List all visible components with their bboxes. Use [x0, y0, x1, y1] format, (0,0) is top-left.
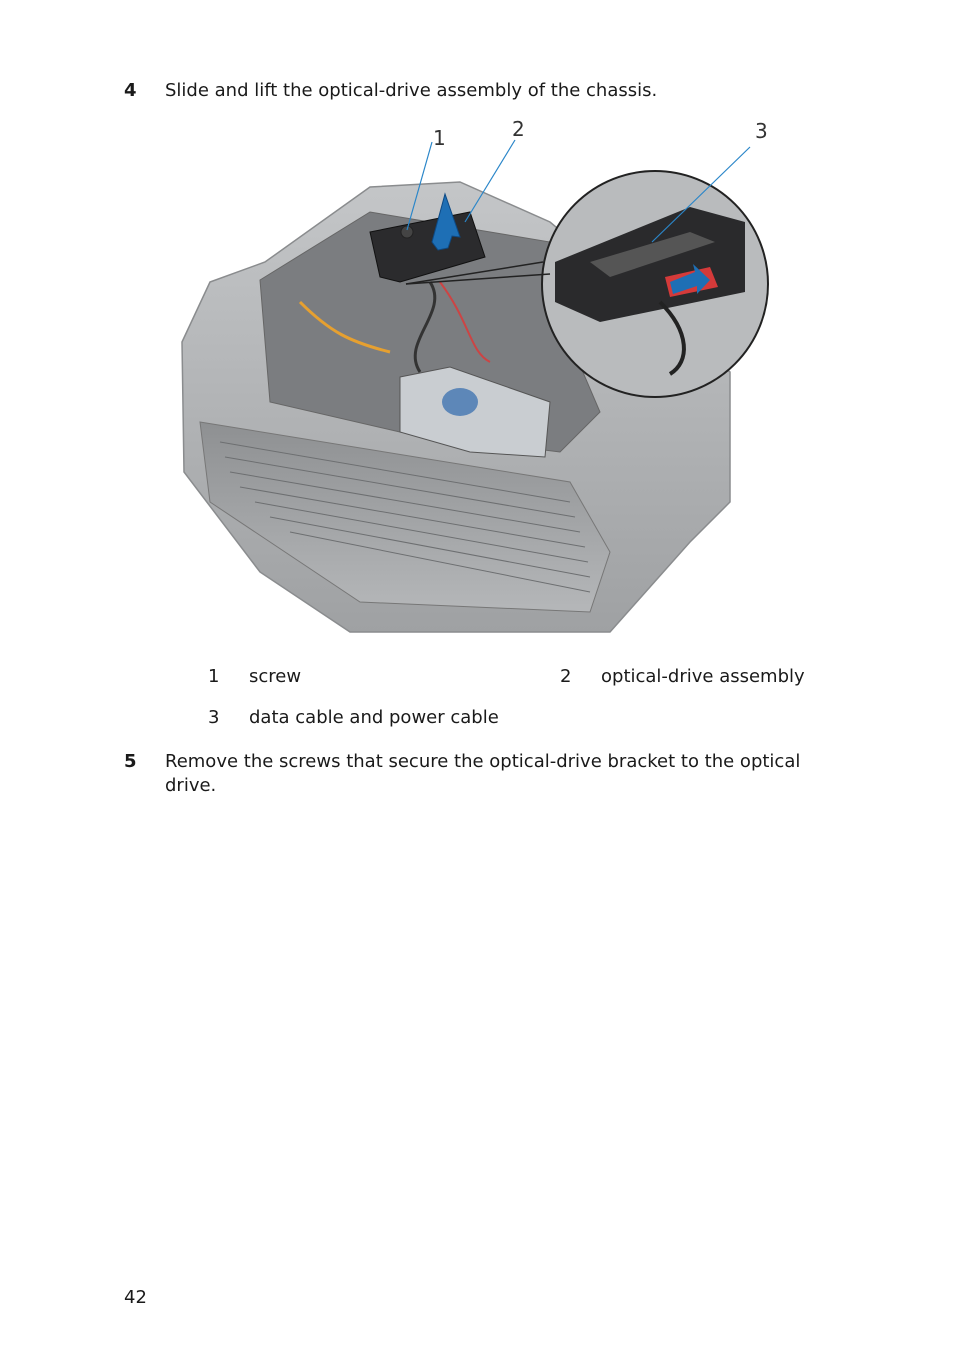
step-number: 4	[124, 80, 137, 101]
callout-1: 1	[433, 126, 446, 150]
chassis-illustration	[170, 112, 780, 642]
step-text: Remove the screws that secure the optical-drive bracket to the optical drive.	[165, 751, 801, 796]
screw-icon	[401, 226, 413, 238]
legend-number: 1	[208, 666, 220, 687]
optical-drive-removal-figure	[170, 112, 780, 642]
legend-label: data cable and power cable	[249, 707, 499, 728]
legend-number: 3	[208, 707, 220, 728]
step-text: Slide and lift the optical-drive assembly of the chassis.	[165, 80, 658, 101]
legend-label: screw	[249, 666, 302, 687]
legend-number: 2	[560, 666, 572, 687]
callout-3: 3	[755, 119, 768, 143]
legend-label: optical-drive assembly	[601, 666, 805, 687]
page-number: 42	[124, 1287, 147, 1308]
callout-2: 2	[512, 117, 525, 141]
step-number: 5	[124, 751, 137, 772]
